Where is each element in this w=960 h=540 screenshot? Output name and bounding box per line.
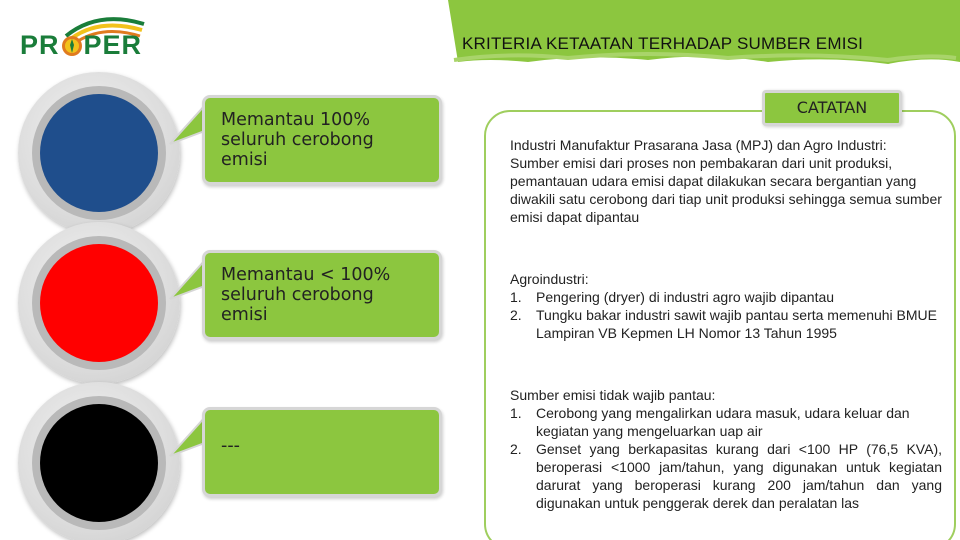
list-item-number: 2. bbox=[510, 307, 522, 323]
notes-section-heading: Sumber emisi tidak wajib pantau: bbox=[510, 387, 716, 403]
criteria-text-3: --- bbox=[221, 436, 240, 456]
criteria-text-2: Memantau < 100% seluruh cerobong emisi bbox=[221, 265, 391, 325]
logo-text-right: PER bbox=[83, 30, 143, 60]
criteria-circle-black bbox=[18, 382, 180, 540]
criteria-callout-1 bbox=[202, 95, 442, 185]
list-item bbox=[510, 288, 942, 306]
list-item-number: 2. bbox=[510, 441, 522, 457]
logo-text-left: PR bbox=[20, 30, 60, 60]
list-item-number: 1. bbox=[510, 405, 522, 421]
list-item-text: Pengering (dryer) di industri agro wajib dipantau bbox=[536, 289, 835, 305]
notes-section-heading: Agroindustri: bbox=[510, 271, 589, 287]
list-item-text: Cerobong yang mengalirkan udara masuk, udara keluar dan kegiatan yang mengeluarkan uap air bbox=[536, 405, 910, 439]
notes-section-heading: Industri Manufaktur Prasarana Jasa (MPJ) dan Agro Industri: bbox=[510, 137, 887, 153]
logo-seal-icon bbox=[61, 35, 83, 57]
circle-fill bbox=[40, 244, 158, 362]
list-item-text: Tungku bakar industri sawit wajib pantau serta memenuhi BMUE Lampiran VB Kepmen LH Nomor 13 Tahun 1995 bbox=[536, 307, 938, 341]
criteria-circle-red bbox=[18, 222, 180, 384]
circle-fill bbox=[40, 404, 158, 522]
criteria-text-1: Memantau 100% seluruh cerobong emisi bbox=[221, 110, 374, 170]
notes-section-agroindustri bbox=[510, 270, 942, 342]
notes-list bbox=[510, 404, 942, 512]
notes-section-body: Sumber emisi dari proses non pembakaran dari unit produksi, pemantauan udara emisi dapat dilakukan secara bergantian yang diwakili satu cerobong dari tiap unit produksi sehingga semua sumber emisi dapat dipantau bbox=[510, 155, 942, 225]
criteria-circle-blue bbox=[18, 72, 180, 234]
list-item bbox=[510, 404, 942, 440]
notes-list bbox=[510, 288, 942, 342]
list-item-text: Genset yang berkapasitas kurang dari <100 HP (76,5 KVA), beroperasi <1000 jam/tahun, yang digunakan untuk kegiatan darurat yang beroperasi kurang 200 jam/tahun dan yang digunakan untuk penggerak derek dan peralatan las bbox=[536, 441, 942, 511]
logo-wordmark bbox=[20, 30, 142, 61]
proper-logo bbox=[18, 14, 158, 74]
title-banner bbox=[448, 0, 960, 72]
list-item bbox=[510, 306, 942, 342]
list-item-number: 1. bbox=[510, 289, 522, 305]
notes-section-mpj bbox=[510, 136, 942, 226]
page-title: KRITERIA KETAATAN TERHADAP SUMBER EMISI bbox=[462, 34, 864, 53]
criteria-callout-2 bbox=[202, 250, 442, 340]
criteria-callout-3 bbox=[202, 407, 442, 497]
notes-section-tidak-wajib bbox=[510, 386, 942, 512]
list-item bbox=[510, 440, 942, 512]
catatan-tab: CATATAN bbox=[762, 90, 902, 126]
circle-fill bbox=[40, 94, 158, 212]
